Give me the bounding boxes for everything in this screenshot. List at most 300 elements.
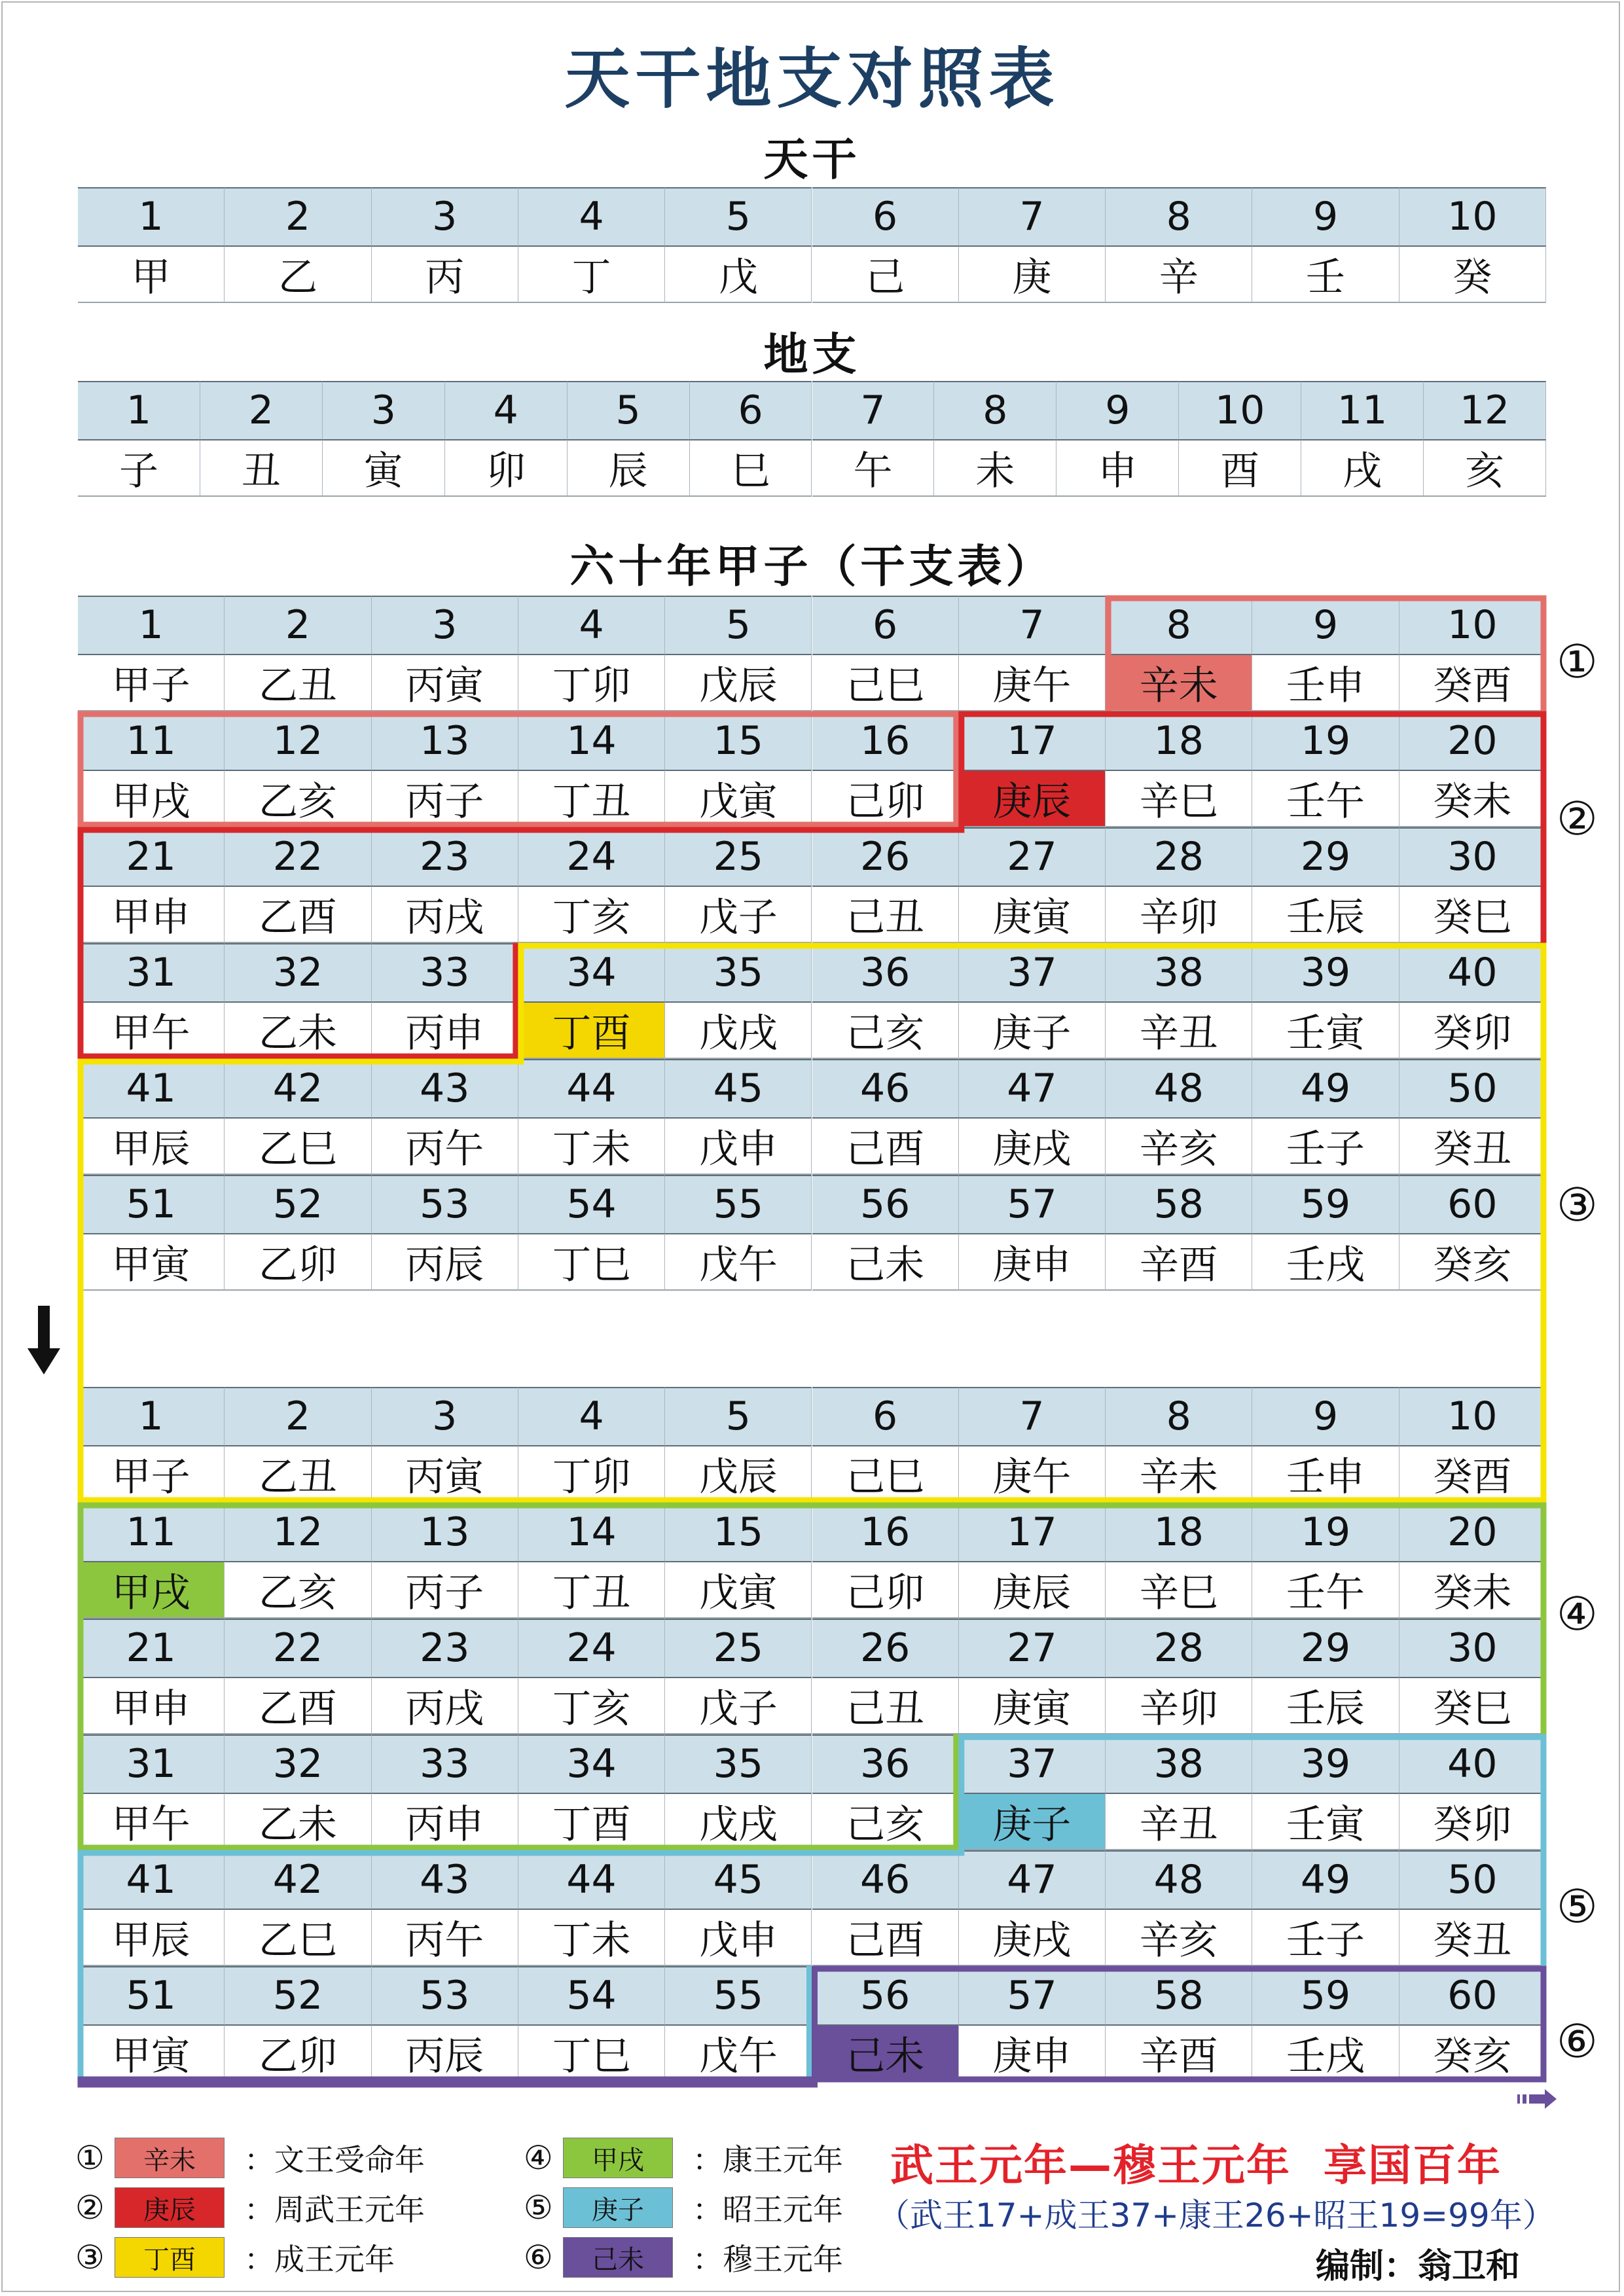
year-number-cell: 30 <box>1399 1619 1546 1677</box>
year-number-cell: 39 <box>1252 1734 1399 1793</box>
year-number-cell: 52 <box>225 1175 371 1233</box>
year-number-cell: 33 <box>372 1734 518 1793</box>
ganzhi-cell: 丙子 <box>372 1561 518 1619</box>
ganzhi-cell: 庚午 <box>959 654 1106 712</box>
legend-marker: ① <box>75 2139 105 2177</box>
year-number-cell: 4 <box>518 596 665 654</box>
year-number-cell: 31 <box>78 1734 225 1793</box>
ganzhi-cell: 庚寅 <box>959 886 1106 944</box>
ganzhi-cell: 戊子 <box>665 1677 812 1735</box>
name-cell: 乙 <box>225 245 371 304</box>
number-cell: 6 <box>812 187 959 245</box>
ganzhi-cell: 己丑 <box>812 1677 959 1735</box>
highlighted-ganzhi-cell: 庚子 <box>959 1793 1106 1851</box>
ganzhi-cell: 己卯 <box>812 1561 959 1619</box>
ganzhi-cell: 壬子 <box>1252 1117 1399 1175</box>
highlighted-ganzhi-cell: 辛未 <box>1106 654 1252 712</box>
year-number-cell: 16 <box>812 711 959 770</box>
number-cell: 2 <box>200 381 323 439</box>
ganzhi-cell: 庚辰 <box>959 1561 1106 1619</box>
ganzhi-cell: 甲申 <box>78 886 225 944</box>
ganzhi-cell: 辛亥 <box>1106 1909 1252 1967</box>
ganzhi-cell: 癸巳 <box>1399 1677 1546 1735</box>
name-cell: 子 <box>78 439 200 497</box>
year-number-cell: 11 <box>78 1503 225 1561</box>
ganzhi-cell: 庚午 <box>959 1445 1106 1503</box>
ganzhi-cell: 乙未 <box>225 1793 371 1851</box>
year-number-cell: 9 <box>1252 596 1399 654</box>
ganzhi-cell: 戊辰 <box>665 654 812 712</box>
ganzhi-cell: 癸丑 <box>1399 1909 1546 1967</box>
year-number-cell: 19 <box>1252 1503 1399 1561</box>
ganzhi-cell: 乙未 <box>225 1001 371 1060</box>
number-cell: 8 <box>934 381 1056 439</box>
number-cell: 8 <box>1106 187 1252 245</box>
ganzhi-cell: 癸未 <box>1399 770 1546 828</box>
region-marker: ④ <box>1557 1587 1598 1641</box>
legend-item <box>75 2187 425 2228</box>
year-number-cell: 25 <box>665 827 812 886</box>
ganzhi-cell: 丁亥 <box>518 886 665 944</box>
highlighted-ganzhi-cell: 己未 <box>812 2024 959 2083</box>
name-cell: 戊 <box>665 245 812 304</box>
year-number-cell: 20 <box>1399 1503 1546 1561</box>
ganzhi-cell: 丁亥 <box>518 1677 665 1735</box>
legend-item <box>524 2237 843 2278</box>
year-number-cell: 37 <box>959 943 1106 1001</box>
year-number-cell: 24 <box>518 1619 665 1677</box>
year-number-cell: 33 <box>372 943 518 1001</box>
year-number-cell: 35 <box>665 1734 812 1793</box>
year-number-cell: 43 <box>372 1850 518 1909</box>
year-number-cell: 8 <box>1106 1387 1252 1445</box>
ganzhi-cell: 乙丑 <box>225 1445 371 1503</box>
name-cell: 丑 <box>200 439 323 497</box>
ganzhi-cell: 甲申 <box>78 1677 225 1735</box>
year-number-cell: 38 <box>1106 1734 1252 1793</box>
number-cell: 2 <box>225 187 371 245</box>
year-number-cell: 2 <box>225 596 371 654</box>
year-number-cell: 36 <box>812 1734 959 1793</box>
number-cell: 1 <box>78 381 200 439</box>
year-number-cell: 49 <box>1252 1059 1399 1117</box>
name-cell: 酉 <box>1179 439 1301 497</box>
year-number-cell: 12 <box>225 1503 371 1561</box>
ganzhi-cell: 乙丑 <box>225 654 371 712</box>
ganzhi-cell: 丙申 <box>372 1793 518 1851</box>
year-number-cell: 56 <box>812 1175 959 1233</box>
year-number-cell: 54 <box>518 1966 665 2024</box>
year-number-cell: 57 <box>959 1175 1106 1233</box>
tiangan-heading: 天干 <box>763 134 861 186</box>
ganzhi-cell: 辛巳 <box>1106 770 1252 828</box>
jiazi-heading: 六十年甲子（干支表） <box>569 541 1055 593</box>
year-number-cell: 13 <box>372 711 518 770</box>
name-cell: 卯 <box>445 439 568 497</box>
ganzhi-cell: 己卯 <box>812 770 959 828</box>
ganzhi-cell: 乙卯 <box>225 2024 371 2083</box>
number-cell: 4 <box>518 187 665 245</box>
ganzhi-cell: 庚子 <box>959 1001 1106 1060</box>
ganzhi-cell: 甲辰 <box>78 1909 225 1967</box>
ganzhi-cell: 壬午 <box>1252 770 1399 828</box>
number-cell: 6 <box>690 381 812 439</box>
year-number-cell: 51 <box>78 1966 225 2024</box>
legend-swatch: 己未 <box>563 2237 673 2278</box>
ganzhi-cell: 壬寅 <box>1252 1793 1399 1851</box>
year-number-cell: 7 <box>959 596 1106 654</box>
ganzhi-cell: 辛酉 <box>1106 2024 1252 2083</box>
number-cell: 5 <box>665 187 812 245</box>
year-number-cell: 31 <box>78 943 225 1001</box>
year-number-cell: 14 <box>518 711 665 770</box>
year-number-cell: 47 <box>959 1850 1106 1909</box>
name-cell: 丙 <box>372 245 518 304</box>
ganzhi-cell: 甲午 <box>78 1793 225 1851</box>
ganzhi-cell: 己丑 <box>812 886 959 944</box>
year-number-cell: 59 <box>1252 1966 1399 2024</box>
ganzhi-cell: 甲子 <box>78 654 225 712</box>
year-number-cell: 10 <box>1399 596 1546 654</box>
ganzhi-cell: 己巳 <box>812 1445 959 1503</box>
year-number-cell: 21 <box>78 1619 225 1677</box>
ganzhi-cell: 乙酉 <box>225 886 371 944</box>
name-cell: 寅 <box>323 439 445 497</box>
year-number-cell: 12 <box>225 711 371 770</box>
ganzhi-cell: 戊戌 <box>665 1001 812 1060</box>
legend-swatch: 庚子 <box>563 2187 673 2228</box>
ganzhi-cell: 辛巳 <box>1106 1561 1252 1619</box>
year-number-cell: 46 <box>812 1850 959 1909</box>
ganzhi-cell: 戊申 <box>665 1909 812 1967</box>
ganzhi-cell: 辛丑 <box>1106 1001 1252 1060</box>
name-cell: 癸 <box>1399 245 1546 304</box>
reign-sum: （武王17+成王37+康王26+昭王19=99年） <box>877 2197 1555 2234</box>
region-marker: ⑤ <box>1557 1880 1598 1933</box>
year-number-cell: 47 <box>959 1059 1106 1117</box>
legend-marker: ⑤ <box>524 2189 553 2227</box>
year-number-cell: 55 <box>665 1175 812 1233</box>
ganzhi-cell: 庚戌 <box>959 1909 1106 1967</box>
ganzhi-cell: 丙辰 <box>372 1233 518 1291</box>
region-marker: ① <box>1557 635 1598 689</box>
ganzhi-cell: 丙子 <box>372 770 518 828</box>
year-number-cell: 32 <box>225 943 371 1001</box>
year-number-cell: 58 <box>1106 1966 1252 2024</box>
ganzhi-cell: 丁丑 <box>518 1561 665 1619</box>
year-number-cell: 29 <box>1252 1619 1399 1677</box>
year-number-cell: 29 <box>1252 827 1399 886</box>
year-number-cell: 49 <box>1252 1850 1399 1909</box>
ganzhi-cell: 壬寅 <box>1252 1001 1399 1060</box>
year-number-cell: 50 <box>1399 1059 1546 1117</box>
name-cell: 申 <box>1056 439 1179 497</box>
year-number-cell: 9 <box>1252 1387 1399 1445</box>
ganzhi-cell: 丙寅 <box>372 654 518 712</box>
page-title: 天干地支对照表 <box>564 41 1060 117</box>
year-number-cell: 22 <box>225 827 371 886</box>
ganzhi-cell: 丁卯 <box>518 654 665 712</box>
number-cell: 3 <box>372 187 518 245</box>
year-number-cell: 45 <box>665 1850 812 1909</box>
year-number-cell: 48 <box>1106 1059 1252 1117</box>
ganzhi-cell: 壬申 <box>1252 1445 1399 1503</box>
year-number-cell: 45 <box>665 1059 812 1117</box>
ganzhi-cell: 戊午 <box>665 2024 812 2083</box>
ganzhi-cell: 己亥 <box>812 1001 959 1060</box>
legend-swatch: 丁酉 <box>115 2237 225 2278</box>
year-number-cell: 39 <box>1252 943 1399 1001</box>
legend-swatch: 辛未 <box>115 2138 225 2178</box>
ganzhi-cell: 壬午 <box>1252 1561 1399 1619</box>
number-cell: 12 <box>1424 381 1546 439</box>
year-number-cell: 50 <box>1399 1850 1546 1909</box>
legend-desc: ：文王受命年 <box>244 2142 425 2178</box>
year-number-cell: 17 <box>959 1503 1106 1561</box>
year-number-cell: 25 <box>665 1619 812 1677</box>
year-number-cell: 53 <box>372 1175 518 1233</box>
ganzhi-cell: 甲寅 <box>78 2024 225 2083</box>
year-number-cell: 36 <box>812 943 959 1001</box>
ganzhi-cell: 丙午 <box>372 1117 518 1175</box>
ganzhi-cell: 壬戌 <box>1252 2024 1399 2083</box>
ganzhi-cell: 癸酉 <box>1399 1445 1546 1503</box>
year-number-cell: 40 <box>1399 1734 1546 1793</box>
ganzhi-cell: 甲寅 <box>78 1233 225 1291</box>
legend-swatch: 庚辰 <box>115 2187 225 2228</box>
year-number-cell: 28 <box>1106 1619 1252 1677</box>
ganzhi-cell: 甲子 <box>78 1445 225 1503</box>
year-number-cell: 43 <box>372 1059 518 1117</box>
number-cell: 4 <box>445 381 568 439</box>
year-number-cell: 60 <box>1399 1966 1546 2024</box>
year-number-cell: 5 <box>665 1387 812 1445</box>
year-number-cell: 13 <box>372 1503 518 1561</box>
legend-marker: ④ <box>524 2139 553 2177</box>
ganzhi-cell: 壬子 <box>1252 1909 1399 1967</box>
legend-desc: ：成王元年 <box>244 2242 395 2277</box>
year-number-cell: 51 <box>78 1175 225 1233</box>
ganzhi-cell: 癸未 <box>1399 1561 1546 1619</box>
ganzhi-cell: 己酉 <box>812 1117 959 1175</box>
ganzhi-cell: 辛卯 <box>1106 886 1252 944</box>
name-cell: 未 <box>934 439 1056 497</box>
year-number-cell: 34 <box>518 1734 665 1793</box>
year-number-cell: 1 <box>78 1387 225 1445</box>
ganzhi-cell: 丙戌 <box>372 1677 518 1735</box>
year-number-cell: 24 <box>518 827 665 886</box>
year-number-cell: 27 <box>959 1619 1106 1677</box>
ganzhi-cell: 癸卯 <box>1399 1793 1546 1851</box>
ganzhi-cell: 戊寅 <box>665 1561 812 1619</box>
number-cell: 7 <box>959 187 1106 245</box>
dizhi-heading: 地支 <box>763 329 861 381</box>
year-number-cell: 46 <box>812 1059 959 1117</box>
ganzhi-cell: 庚寅 <box>959 1677 1106 1735</box>
ganzhi-cell: 丙申 <box>372 1001 518 1060</box>
year-number-cell: 38 <box>1106 943 1252 1001</box>
highlighted-ganzhi-cell: 甲戌 <box>78 1561 225 1619</box>
ganzhi-cell: 辛酉 <box>1106 1233 1252 1291</box>
ganzhi-cell: 戊申 <box>665 1117 812 1175</box>
year-number-cell: 56 <box>812 1966 959 2024</box>
year-number-cell: 23 <box>372 827 518 886</box>
year-number-cell: 7 <box>959 1387 1106 1445</box>
ganzhi-cell: 乙巳 <box>225 1117 371 1175</box>
ganzhi-cell: 甲辰 <box>78 1117 225 1175</box>
year-number-cell: 26 <box>812 1619 959 1677</box>
legend-item <box>75 2138 425 2178</box>
year-number-cell: 58 <box>1106 1175 1252 1233</box>
number-cell: 9 <box>1252 187 1399 245</box>
ganzhi-cell: 己未 <box>812 1233 959 1291</box>
ganzhi-cell: 壬辰 <box>1252 1677 1399 1735</box>
ganzhi-cell: 戊子 <box>665 886 812 944</box>
year-number-cell: 11 <box>78 711 225 770</box>
number-cell: 9 <box>1056 381 1179 439</box>
year-number-cell: 60 <box>1399 1175 1546 1233</box>
name-cell: 甲 <box>78 245 225 304</box>
ganzhi-cell: 庚戌 <box>959 1117 1106 1175</box>
ganzhi-cell: 乙卯 <box>225 1233 371 1291</box>
ganzhi-cell: 辛卯 <box>1106 1677 1252 1735</box>
legend-desc: ：康王元年 <box>693 2142 843 2178</box>
ganzhi-cell: 乙巳 <box>225 1909 371 1967</box>
ganzhi-cell: 壬申 <box>1252 654 1399 712</box>
ganzhi-cell: 乙酉 <box>225 1677 371 1735</box>
year-number-cell: 42 <box>225 1850 371 1909</box>
slogan: 武王元年—穆王元年 享国百年 <box>890 2140 1502 2191</box>
year-number-cell: 18 <box>1106 1503 1252 1561</box>
ganzhi-cell: 丁巳 <box>518 1233 665 1291</box>
year-number-cell: 32 <box>225 1734 371 1793</box>
ganzhi-cell: 己亥 <box>812 1793 959 1851</box>
year-number-cell: 30 <box>1399 827 1546 886</box>
year-number-cell: 55 <box>665 1966 812 2024</box>
highlighted-ganzhi-cell: 庚辰 <box>959 770 1106 828</box>
year-number-cell: 34 <box>518 943 665 1001</box>
year-number-cell: 18 <box>1106 711 1252 770</box>
ganzhi-cell: 癸亥 <box>1399 1233 1546 1291</box>
ganzhi-cell: 己巳 <box>812 654 959 712</box>
ganzhi-cell: 丁酉 <box>518 1793 665 1851</box>
year-number-cell: 48 <box>1106 1850 1252 1909</box>
number-cell: 3 <box>323 381 445 439</box>
ganzhi-cell: 辛亥 <box>1106 1117 1252 1175</box>
year-number-cell: 5 <box>665 596 812 654</box>
name-cell: 壬 <box>1252 245 1399 304</box>
year-number-cell: 52 <box>225 1966 371 2024</box>
year-number-cell: 21 <box>78 827 225 886</box>
ganzhi-cell: 壬辰 <box>1252 886 1399 944</box>
author: 编制：翁卫和 <box>1316 2247 1521 2286</box>
name-cell: 巳 <box>690 439 812 497</box>
name-cell: 亥 <box>1424 439 1546 497</box>
year-number-cell: 15 <box>665 711 812 770</box>
year-number-cell: 53 <box>372 1966 518 2024</box>
year-number-cell: 14 <box>518 1503 665 1561</box>
year-number-cell: 17 <box>959 711 1106 770</box>
year-number-cell: 42 <box>225 1059 371 1117</box>
name-cell: 午 <box>812 439 935 497</box>
highlighted-ganzhi-cell: 丁酉 <box>518 1001 665 1060</box>
number-cell: 10 <box>1399 187 1546 245</box>
ganzhi-cell: 癸卯 <box>1399 1001 1546 1060</box>
ganzhi-cell: 甲戌 <box>78 770 225 828</box>
number-cell: 10 <box>1179 381 1301 439</box>
legend-desc: ：穆王元年 <box>693 2242 843 2277</box>
ganzhi-cell: 壬戌 <box>1252 1233 1399 1291</box>
ganzhi-cell: 癸亥 <box>1399 2024 1546 2083</box>
region-marker: ③ <box>1557 1178 1598 1232</box>
ganzhi-cell: 戊寅 <box>665 770 812 828</box>
ganzhi-cell: 丙午 <box>372 1909 518 1967</box>
ganzhi-cell: 丙辰 <box>372 2024 518 2083</box>
legend-marker: ② <box>75 2189 105 2227</box>
ganzhi-cell: 辛丑 <box>1106 1793 1252 1851</box>
year-number-cell: 15 <box>665 1503 812 1561</box>
ganzhi-cell: 戊辰 <box>665 1445 812 1503</box>
year-number-cell: 40 <box>1399 943 1546 1001</box>
ganzhi-cell: 辛未 <box>1106 1445 1252 1503</box>
ganzhi-cell: 丁丑 <box>518 770 665 828</box>
ganzhi-cell: 癸酉 <box>1399 654 1546 712</box>
legend-item <box>524 2138 843 2178</box>
legend-item <box>524 2187 843 2228</box>
year-number-cell: 41 <box>78 1059 225 1117</box>
number-cell: 5 <box>568 381 690 439</box>
year-number-cell: 59 <box>1252 1175 1399 1233</box>
year-number-cell: 44 <box>518 1059 665 1117</box>
ganzhi-cell: 庚申 <box>959 1233 1106 1291</box>
ganzhi-cell: 丁未 <box>518 1117 665 1175</box>
year-number-cell: 22 <box>225 1619 371 1677</box>
year-number-cell: 16 <box>812 1503 959 1561</box>
name-cell: 庚 <box>959 245 1106 304</box>
year-number-cell: 1 <box>78 596 225 654</box>
legend-desc: ：周武王元年 <box>244 2192 425 2227</box>
year-number-cell: 57 <box>959 1966 1106 2024</box>
year-number-cell: 4 <box>518 1387 665 1445</box>
name-cell: 辛 <box>1106 245 1252 304</box>
year-number-cell: 37 <box>959 1734 1106 1793</box>
legend-desc: ：昭王元年 <box>693 2192 843 2227</box>
year-number-cell: 6 <box>812 596 959 654</box>
year-number-cell: 19 <box>1252 711 1399 770</box>
year-number-cell: 44 <box>518 1850 665 1909</box>
number-cell: 11 <box>1301 381 1424 439</box>
year-number-cell: 6 <box>812 1387 959 1445</box>
year-number-cell: 20 <box>1399 711 1546 770</box>
ganzhi-cell: 丁卯 <box>518 1445 665 1503</box>
name-cell: 己 <box>812 245 959 304</box>
year-number-cell: 26 <box>812 827 959 886</box>
year-number-cell: 2 <box>225 1387 371 1445</box>
name-cell: 辰 <box>568 439 690 497</box>
year-number-cell: 41 <box>78 1850 225 1909</box>
number-cell: 7 <box>812 381 935 439</box>
ganzhi-cell: 乙亥 <box>225 770 371 828</box>
year-number-cell: 54 <box>518 1175 665 1233</box>
name-cell: 丁 <box>518 245 665 304</box>
legend-swatch: 甲戌 <box>563 2138 673 2178</box>
ganzhi-cell: 戊戌 <box>665 1793 812 1851</box>
region-marker: ⑥ <box>1557 2015 1598 2068</box>
year-number-cell: 35 <box>665 943 812 1001</box>
ganzhi-cell: 乙亥 <box>225 1561 371 1619</box>
year-number-cell: 27 <box>959 827 1106 886</box>
legend-marker: ③ <box>75 2238 105 2276</box>
